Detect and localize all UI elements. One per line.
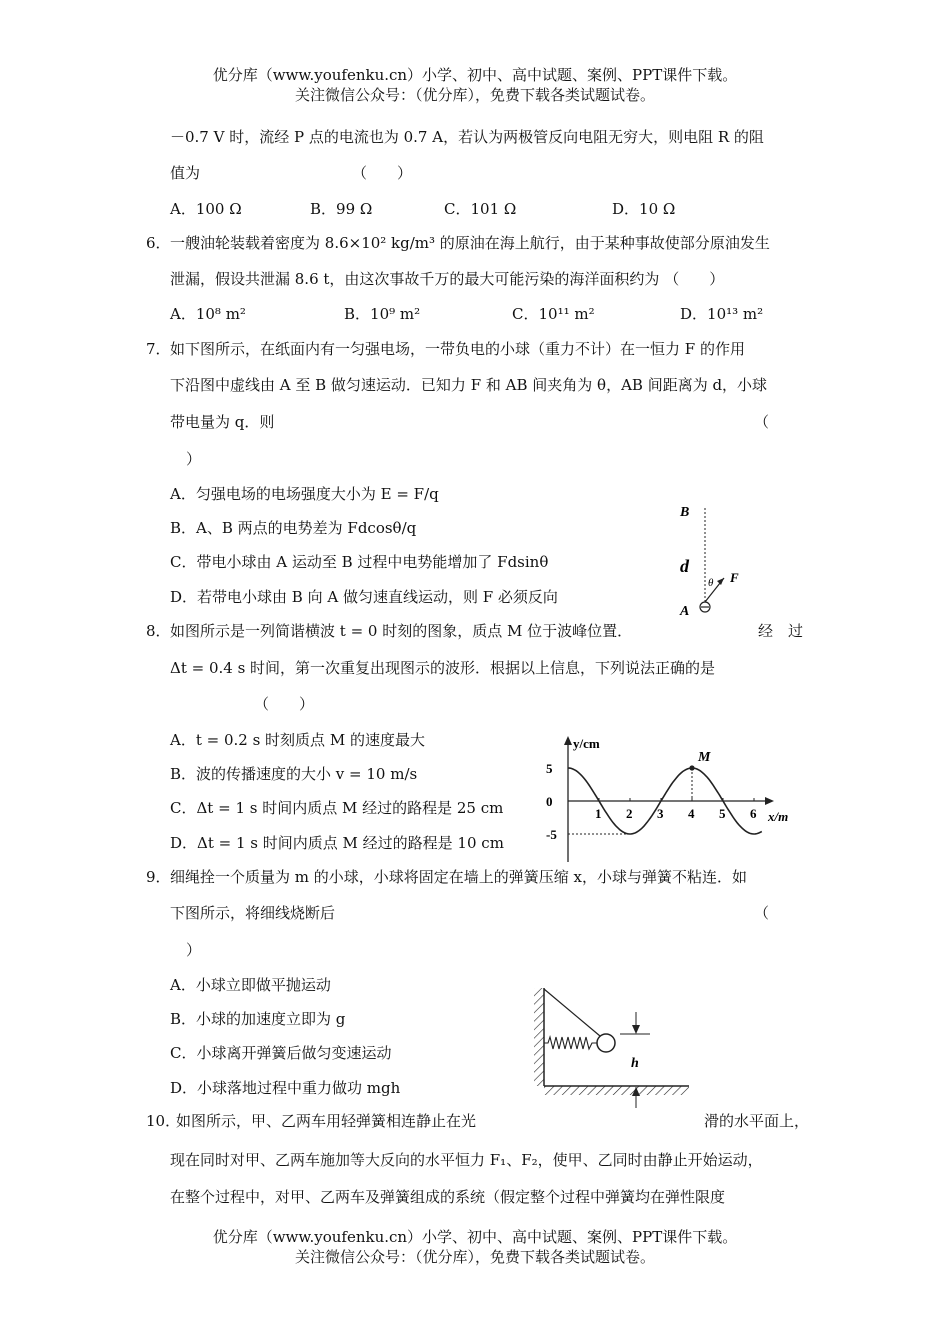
header-line-2: 关注微信公众号：（优分库），免费下载各类试题试卷。 (294, 86, 655, 104)
q5-option-b: B．99 Ω (310, 200, 373, 218)
x-tick-label: 2 (626, 806, 633, 821)
q9-line-1: 细绳拴一个质量为 m 的小球，小球将固定在墙上的弹簧压缩 x，小球与弹簧不粘连．如 (170, 868, 747, 886)
q6-option-b: B．10⁹ m² (344, 305, 421, 323)
q7-label-f: F (730, 570, 739, 585)
x-tick-label: 1 (595, 806, 602, 821)
q9-paren-close: ） (186, 941, 202, 959)
q7-label-b: B (680, 505, 690, 520)
q8-option-b: B．波的传播速度的大小 v = 10 m/s (170, 765, 418, 783)
q9-floor-hatch (544, 1086, 689, 1095)
q8-option-d: D．Δt = 1 s 时间内质点 M 经过的路程是 10 cm (170, 834, 504, 852)
y-axis-label: y/cm (573, 736, 600, 751)
q8-line-1: 如图所示是一列简谐横波 t = 0 时刻的图象，质点 M 位于波峰位置． (170, 622, 633, 640)
q5-paren: （ ） (352, 164, 413, 182)
q5-line-2: 值为 (170, 164, 201, 182)
q9-h-arrowhead-top (632, 1025, 640, 1034)
q5-line-1: －0.7 V 时，流经 P 点的电流也为 0.7 A，若认为两极管反向电阻无穷大，则电阻 R 的阻 (170, 128, 764, 146)
q9-spring-figure (524, 980, 694, 1110)
q8-line-2: Δt = 0.4 s 时间，第一次重复出现图示的波形．根据以上信息，下列说法正确的是 (170, 659, 716, 677)
footer-line-2: 关注微信公众号：（优分库），免费下载各类试题试卷。 (294, 1248, 655, 1266)
q8-option-c: C．Δt = 1 s 时间内质点 M 经过的路程是 25 cm (170, 799, 504, 817)
q7-paren-close: ） (186, 450, 202, 468)
q5-option-c: C．101 Ω (444, 200, 517, 218)
q8-wave-chart (530, 730, 800, 870)
x-tick-label: 5 (719, 806, 726, 821)
q6-number: 6． (146, 234, 171, 252)
footer-line-1: 优分库（www.youfenku.cn）小学、初中、高中试题、案例、PPT课件下载。 (212, 1228, 738, 1246)
q7-option-d: D．若带电小球由 B 向 A 做匀速直线运动，则 F 必须反向 (170, 588, 558, 606)
q9-option-b: B．小球的加速度立即为 g (170, 1010, 346, 1028)
q8-paren: （ ） (254, 695, 315, 713)
q7-line-1: 如下图所示，在纸面内有一匀强电场，一带负电的小球（重力不计）在一恒力 F 的作用 (170, 340, 745, 358)
q9-option-c: C．小球离开弹簧后做匀变速运动 (170, 1044, 392, 1062)
x-axis-label: x/m (768, 809, 789, 824)
q9-line-2: 下图所示，将细线烧断后 (170, 904, 336, 922)
x-tick-label: 6 (750, 806, 757, 821)
q7-option-c: C．带电小球由 A 运动至 B 过程中电势能增加了 Fdsinθ (170, 553, 549, 571)
q9-string (544, 989, 600, 1036)
y-tick-label: -5 (546, 827, 557, 842)
q10-number: 10． (146, 1112, 181, 1130)
q6-line-1: 一艘油轮装载着密度为 8.6×10² kg/m³ 的原油在海上航行，由于某种事故使部分原油发生 (170, 234, 770, 252)
q9-paren-open: （ (754, 904, 770, 922)
q7-label-a: A (680, 604, 690, 618)
point-m-dot (689, 765, 694, 770)
q7-field-figure (670, 498, 760, 618)
q7-number: 7． (146, 340, 171, 358)
q7-line-2: 下沿图中虚线由 A 至 B 做匀速运动．已知力 F 和 AB 间夹角为 θ，AB 间距离为 d，小球 (170, 376, 768, 394)
q5-option-d: D．10 Ω (612, 200, 676, 218)
q8-number: 8． (146, 622, 171, 640)
point-m-label: M (698, 750, 711, 765)
y-axis-arrowhead (564, 736, 572, 745)
q8-option-a: A．t = 0.2 s 时刻质点 M 的速度最大 (170, 731, 425, 749)
q5-option-a: A．100 Ω (170, 200, 242, 218)
q7-option-b: B．A、B 两点的电势差为 Fdcosθ/q (170, 519, 417, 537)
q6-option-c: C．10¹¹ m² (512, 305, 595, 323)
y-tick-label: 5 (546, 761, 553, 776)
q7-paren-open: （ (754, 413, 770, 431)
q10-line-3: 在整个过程中，对甲、乙两车及弹簧组成的系统（假定整个过程中弹簧均在弹性限度 (170, 1188, 726, 1206)
q9-wall-hatch (534, 988, 544, 1086)
q6-option-a: A．10⁸ m² (170, 305, 246, 323)
q10-line-1-right: 滑的水平面上， (704, 1112, 810, 1130)
q7-label-theta: θ (708, 577, 714, 589)
q9-number: 9． (146, 868, 171, 886)
q9-option-d: D．小球落地过程中重力做功 mgh (170, 1079, 401, 1097)
x-axis-arrowhead (765, 797, 774, 805)
q7-arrow-head (717, 578, 724, 585)
q10-line-1-left: 如图所示，甲、乙两车用轻弹簧相连静止在光 (176, 1112, 477, 1130)
x-tick-label: 3 (657, 806, 664, 821)
q6-option-d: D．10¹³ m² (680, 305, 764, 323)
q6-line-2: 泄漏，假设共泄漏 8.6 t，由这次事故千万的最大可能污染的海洋面积约为 （ ） (170, 270, 725, 288)
q9-option-a: A．小球立即做平抛运动 (170, 976, 331, 994)
q9-spring (544, 1037, 597, 1049)
q9-ball (597, 1034, 615, 1052)
q8-line-1-right: 经 过 (758, 622, 804, 640)
x-tick-label: 4 (688, 806, 695, 821)
q7-line-3: 带电量为 q．则 (170, 413, 275, 431)
y-tick-label: 0 (546, 794, 553, 809)
header-line-1: 优分库（www.youfenku.cn）小学、初中、高中试题、案例、PPT课件下载。 (212, 66, 738, 84)
q9-label-h: h (631, 1056, 639, 1071)
q7-option-a: A．匀强电场的电场强度大小为 E = F/q (170, 485, 439, 503)
q10-line-2: 现在同时对甲、乙两车施加等大反向的水平恒力 F₁、F₂，使甲、乙同时由静止开始运动， (170, 1151, 763, 1169)
q7-label-d: d (680, 556, 689, 576)
